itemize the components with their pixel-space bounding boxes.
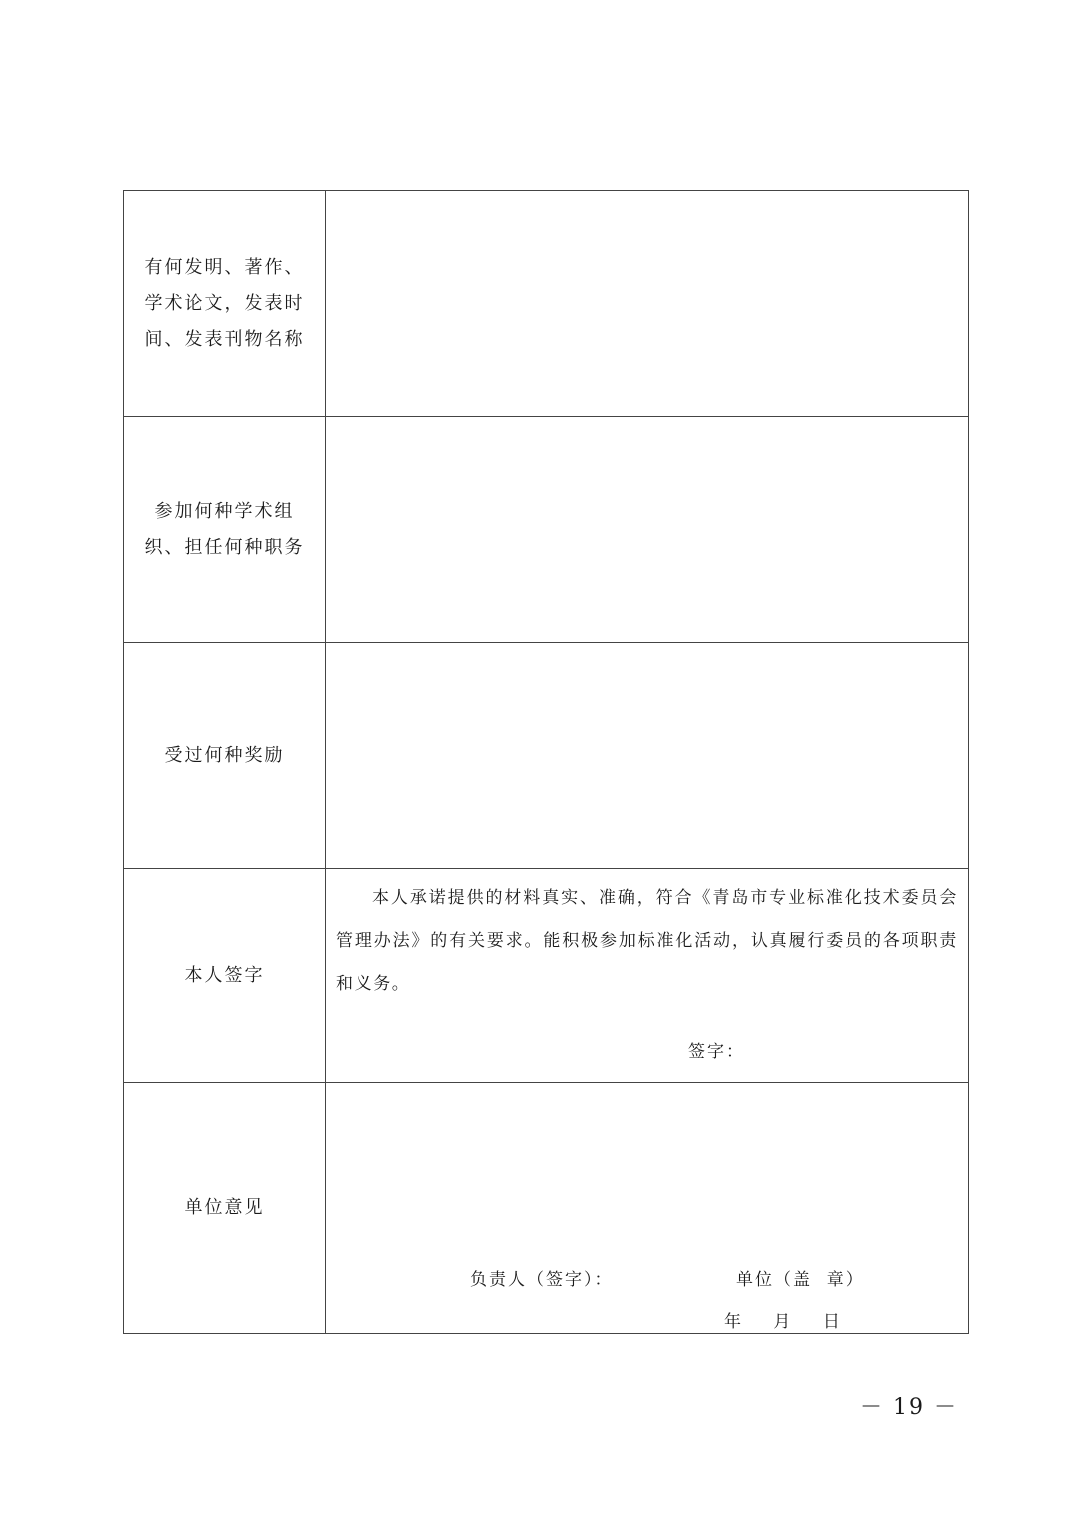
table-row [124, 191, 969, 417]
award-content-cell[interactable] [326, 643, 969, 869]
unit-seal-label: 单位（盖 章） [736, 1270, 865, 1290]
table-row [124, 643, 969, 869]
invention-label-line-2: 学术论文，发表时 [144, 292, 305, 314]
unit-opinion-label-cell [124, 1083, 326, 1334]
table-row [124, 1083, 969, 1334]
invention-label-line-3: 间、发表刊物名称 [144, 328, 305, 350]
invention-label-line-1: 有何发明、著作、 [144, 256, 305, 278]
pledge-text: 本人承诺提供的材料真实、准确，符合《青岛市专业标准化技术委员会管理办法》的有关要求。能积极参加标准化活动，认真履行委员的各项职责和义务。 [336, 888, 958, 994]
page-number: － 19 － [860, 1395, 958, 1420]
organization-content-cell[interactable] [326, 417, 969, 643]
organization-label-line-1: 参加何种学术组 [154, 500, 295, 522]
award-label-cell [124, 643, 326, 869]
invention-label-cell [124, 191, 326, 417]
signature-field-label[interactable]: 签字： [688, 1042, 745, 1062]
unit-opinion-label: 单位意见 [184, 1197, 265, 1218]
signature-label-cell [124, 869, 326, 1083]
application-form-table [123, 190, 969, 1334]
award-label: 受过何种奖励 [164, 744, 285, 766]
invention-content-cell[interactable] [326, 191, 969, 417]
organization-label-line-2: 织、担任何种职务 [144, 536, 305, 558]
organization-label-cell [124, 417, 326, 643]
unit-opinion-content-cell[interactable] [326, 1083, 969, 1334]
responsible-person-signature-label: 负责人（签字）： [470, 1270, 614, 1290]
table-row [124, 417, 969, 643]
signature-label: 本人签字 [184, 964, 265, 986]
date-line: 年 月 日 [724, 1312, 840, 1332]
signature-content-cell [326, 869, 969, 1083]
table-row [124, 869, 969, 1083]
